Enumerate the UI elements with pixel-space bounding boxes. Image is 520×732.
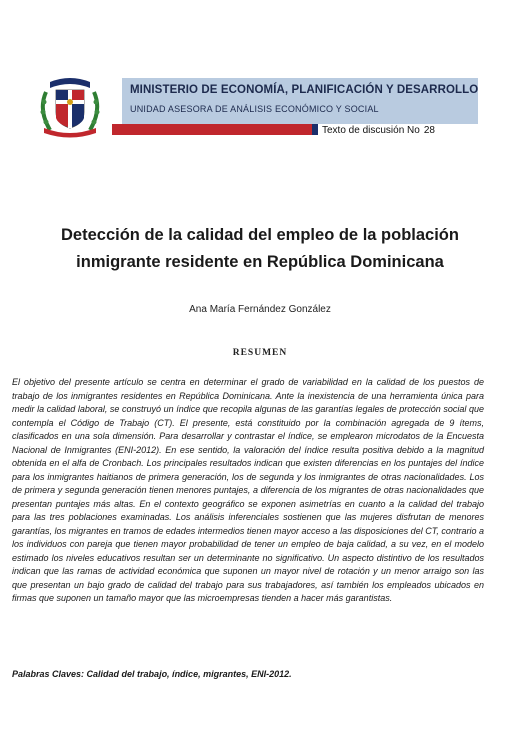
ministry-title: MINISTERIO DE ECONOMÍA, PLANIFICACIÓN Y DESARROLLO [130, 84, 479, 96]
keywords: Palabras Claves: Calidad del trabajo, índice, migrantes, ENI-2012. [12, 669, 292, 679]
author-name: Ana María Fernández González [189, 304, 331, 315]
discussion-label-text: Texto de discusión No [322, 125, 420, 136]
header-blue-bar [312, 124, 318, 135]
header-red-bar [112, 124, 312, 135]
document-title: Detección de la calidad del empleo de la población inmigrante residente en República Dominicana [61, 226, 459, 271]
unit-subtitle: UNIDAD ASESORA DE ANÁLISIS ECONÓMICO Y SOCIAL [130, 104, 379, 114]
discussion-paper-label [322, 125, 435, 136]
coat-of-arms-icon [36, 72, 104, 138]
discussion-number: 28 [423, 125, 435, 136]
abstract-heading: RESUMEN [232, 348, 288, 358]
abstract-text: El objetivo del presente artículo se centra en determinar el grado de variabilidad en la calidad de los puestos de trabajo de los inmigrantes residentes en República Dominicana. Ante la inexistencia de una herramienta única para medir la calidad laboral, se construyó un índice que recopila algunas de las garantías legales de protección social que contempla el Código de Trabajo (CT). El presente, está constituido por la combinación agregada de 9 ítems, clasificados en una sola dimensión. Para desarrollar y contrastar el índice, se emplearon microdatos de la Encuesta Nacional de Inmigrantes (ENI-2012). En ese sentido, la valoración del índice resulta positiva debido a la magnitud obtenida en el alfa de Cronbach. Los principales resultados indican que existen diferencias en los puntajes del índice para los inmigrantes haitianos de primera generación, los de segunda y los inmigrantes de otras nacionalidades. Los de primera y segunda generación tienen menores puntajes, a diferencia de los migrantes de otras nacionalidades que presentan puntajes más altas. En el contexto geográfico se exponen asimetrías en cuanto a la calidad del trabajo para las tres poblaciones examinadas. Los análisis inferenciales sostienen que las mujeres disfrutan de menores garantías, los migrantes en tramos de edades intermedios tienen mayor acceso a las disposiciones del CT, contrario a los individuos con pareja que tienen mayor probabilidad de tener un empleo de baja calidad, a su vez, en el modelo estimado los niveles educativos resultan ser un determinante no significativo. Un aspecto distintivo de los resultados indican que las ramas de actividad económica que suponen un mayor nivel de rotación y un menor arraigo son las que presentan un bajo grado de calidad del trabajo para sus trabajadores, así también los empleados ubicados en firmas que suponen un tamaño mayor que las microempresas tienden a hacer más garantistas. [12, 377, 484, 603]
